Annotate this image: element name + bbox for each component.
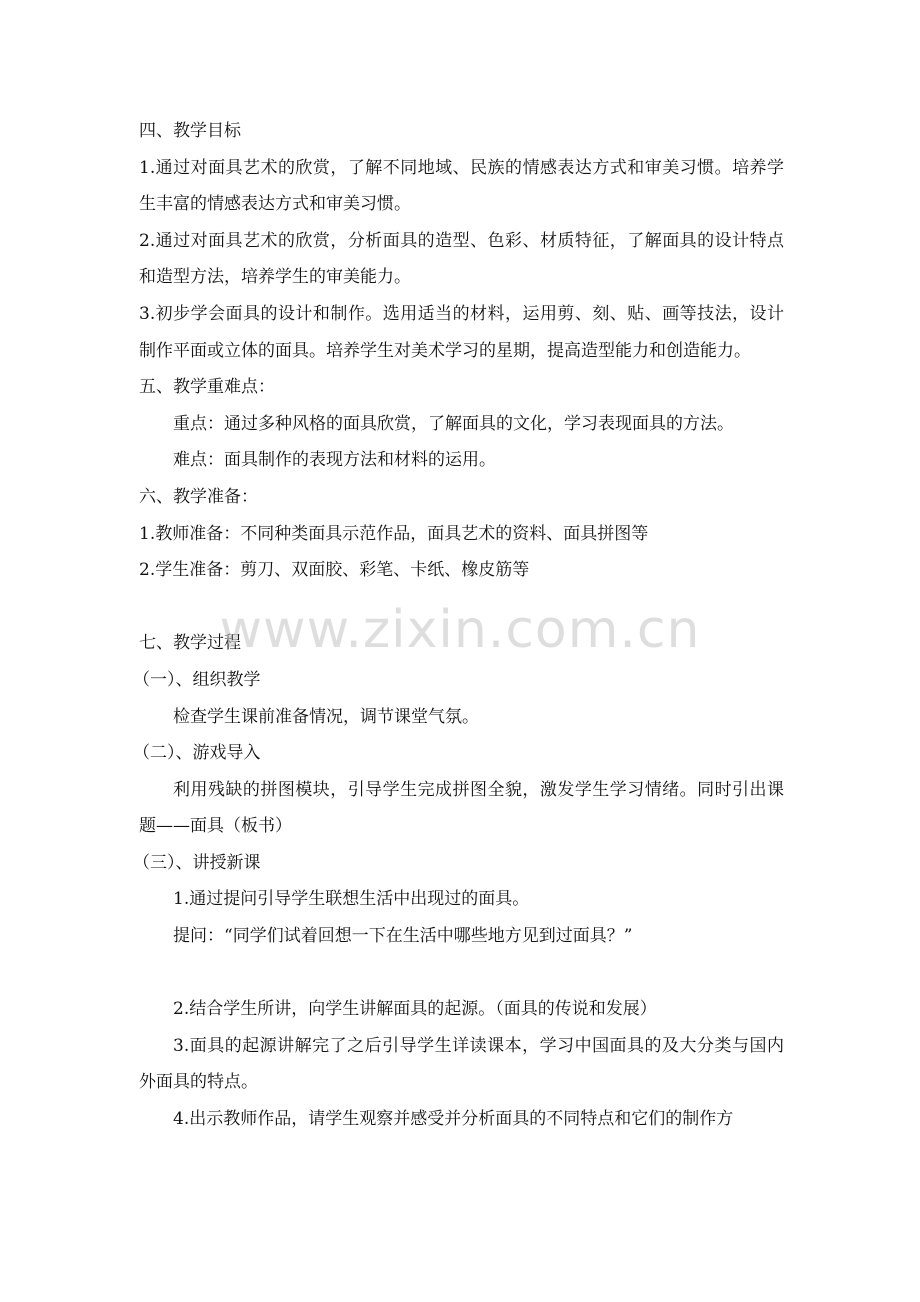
lesson-step-3: 3.面具的起源讲解完了之后引导学生详读课本，学习中国面具的及大分类与国内外面具的特点。 — [139, 1035, 784, 1093]
objective-item-1: 1.通过对面具艺术的欣赏，了解不同地域、民族的情感表达方式和审美习惯。培养学生丰富的情感表达方式和审美习惯。 — [139, 157, 784, 215]
section-heading-key-points: 五、教学重难点： — [139, 377, 275, 398]
blank-line — [139, 589, 784, 626]
blank-line — [139, 955, 784, 992]
key-point-text: 重点：通过多种风格的面具欣赏，了解面具的文化，学习表现面具的方法。 — [173, 413, 734, 434]
watermark-text: www.zixin.com.cn — [219, 600, 701, 660]
teacher-preparation: 1.教师准备：不同种类面具示范作品，面具艺术的资料、面具拼图等 — [139, 523, 649, 544]
document-body — [133, 113, 784, 1138]
section-heading-objectives: 四、教学目标 — [139, 121, 241, 141]
objective-item-2: 2.通过对面具艺术的欣赏，分析面具的造型、色彩、材质特征，了解面具的设计特点和造型方法，培养学生的审美能力。 — [139, 230, 784, 288]
subheading-new-lesson: （三）、讲授新课 — [133, 852, 261, 873]
objective-item-3: 3.初步学会面具的设计和制作。选用适当的材料，运用剪、刻、贴、画等技法，设计制作平面或立体的面具。培养学生对美术学习的星期，提高造型能力和创造能力。 — [139, 303, 784, 361]
lesson-step-2: 2.结合学生所讲，向学生讲解面具的起源。（面具的传说和发展） — [173, 999, 657, 1020]
subheading-organize: （一）、组织教学 — [133, 669, 261, 690]
game-intro-text: 利用残缺的拼图模块，引导学生完成拼图全貌，激发学生学习情绪。同时引出课题——面具（板书） — [139, 779, 784, 837]
section-heading-preparation: 六、教学准备： — [139, 486, 258, 507]
lesson-step-4: 4.出示教师作品，请学生观察并感受并分析面具的不同特点和它们的制作方 — [173, 1109, 734, 1130]
organize-text: 检查学生课前准备情况，调节课堂气氛。 — [173, 706, 479, 727]
lesson-question: 提问：“同学们试着回想一下在生活中哪些地方见到过面具？” — [173, 926, 633, 947]
subheading-game-intro: （二）、游戏导入 — [133, 743, 261, 764]
lesson-step-1: 1.通过提问引导学生联想生活中出现过的面具。 — [173, 889, 530, 910]
difficult-point-text: 难点：面具制作的表现方法和材料的运用。 — [173, 450, 496, 471]
student-preparation: 2.学生准备：剪刀、双面胶、彩笔、卡纸、橡皮筋等 — [139, 560, 530, 581]
section-heading-process: 七、教学过程 — [139, 633, 241, 654]
